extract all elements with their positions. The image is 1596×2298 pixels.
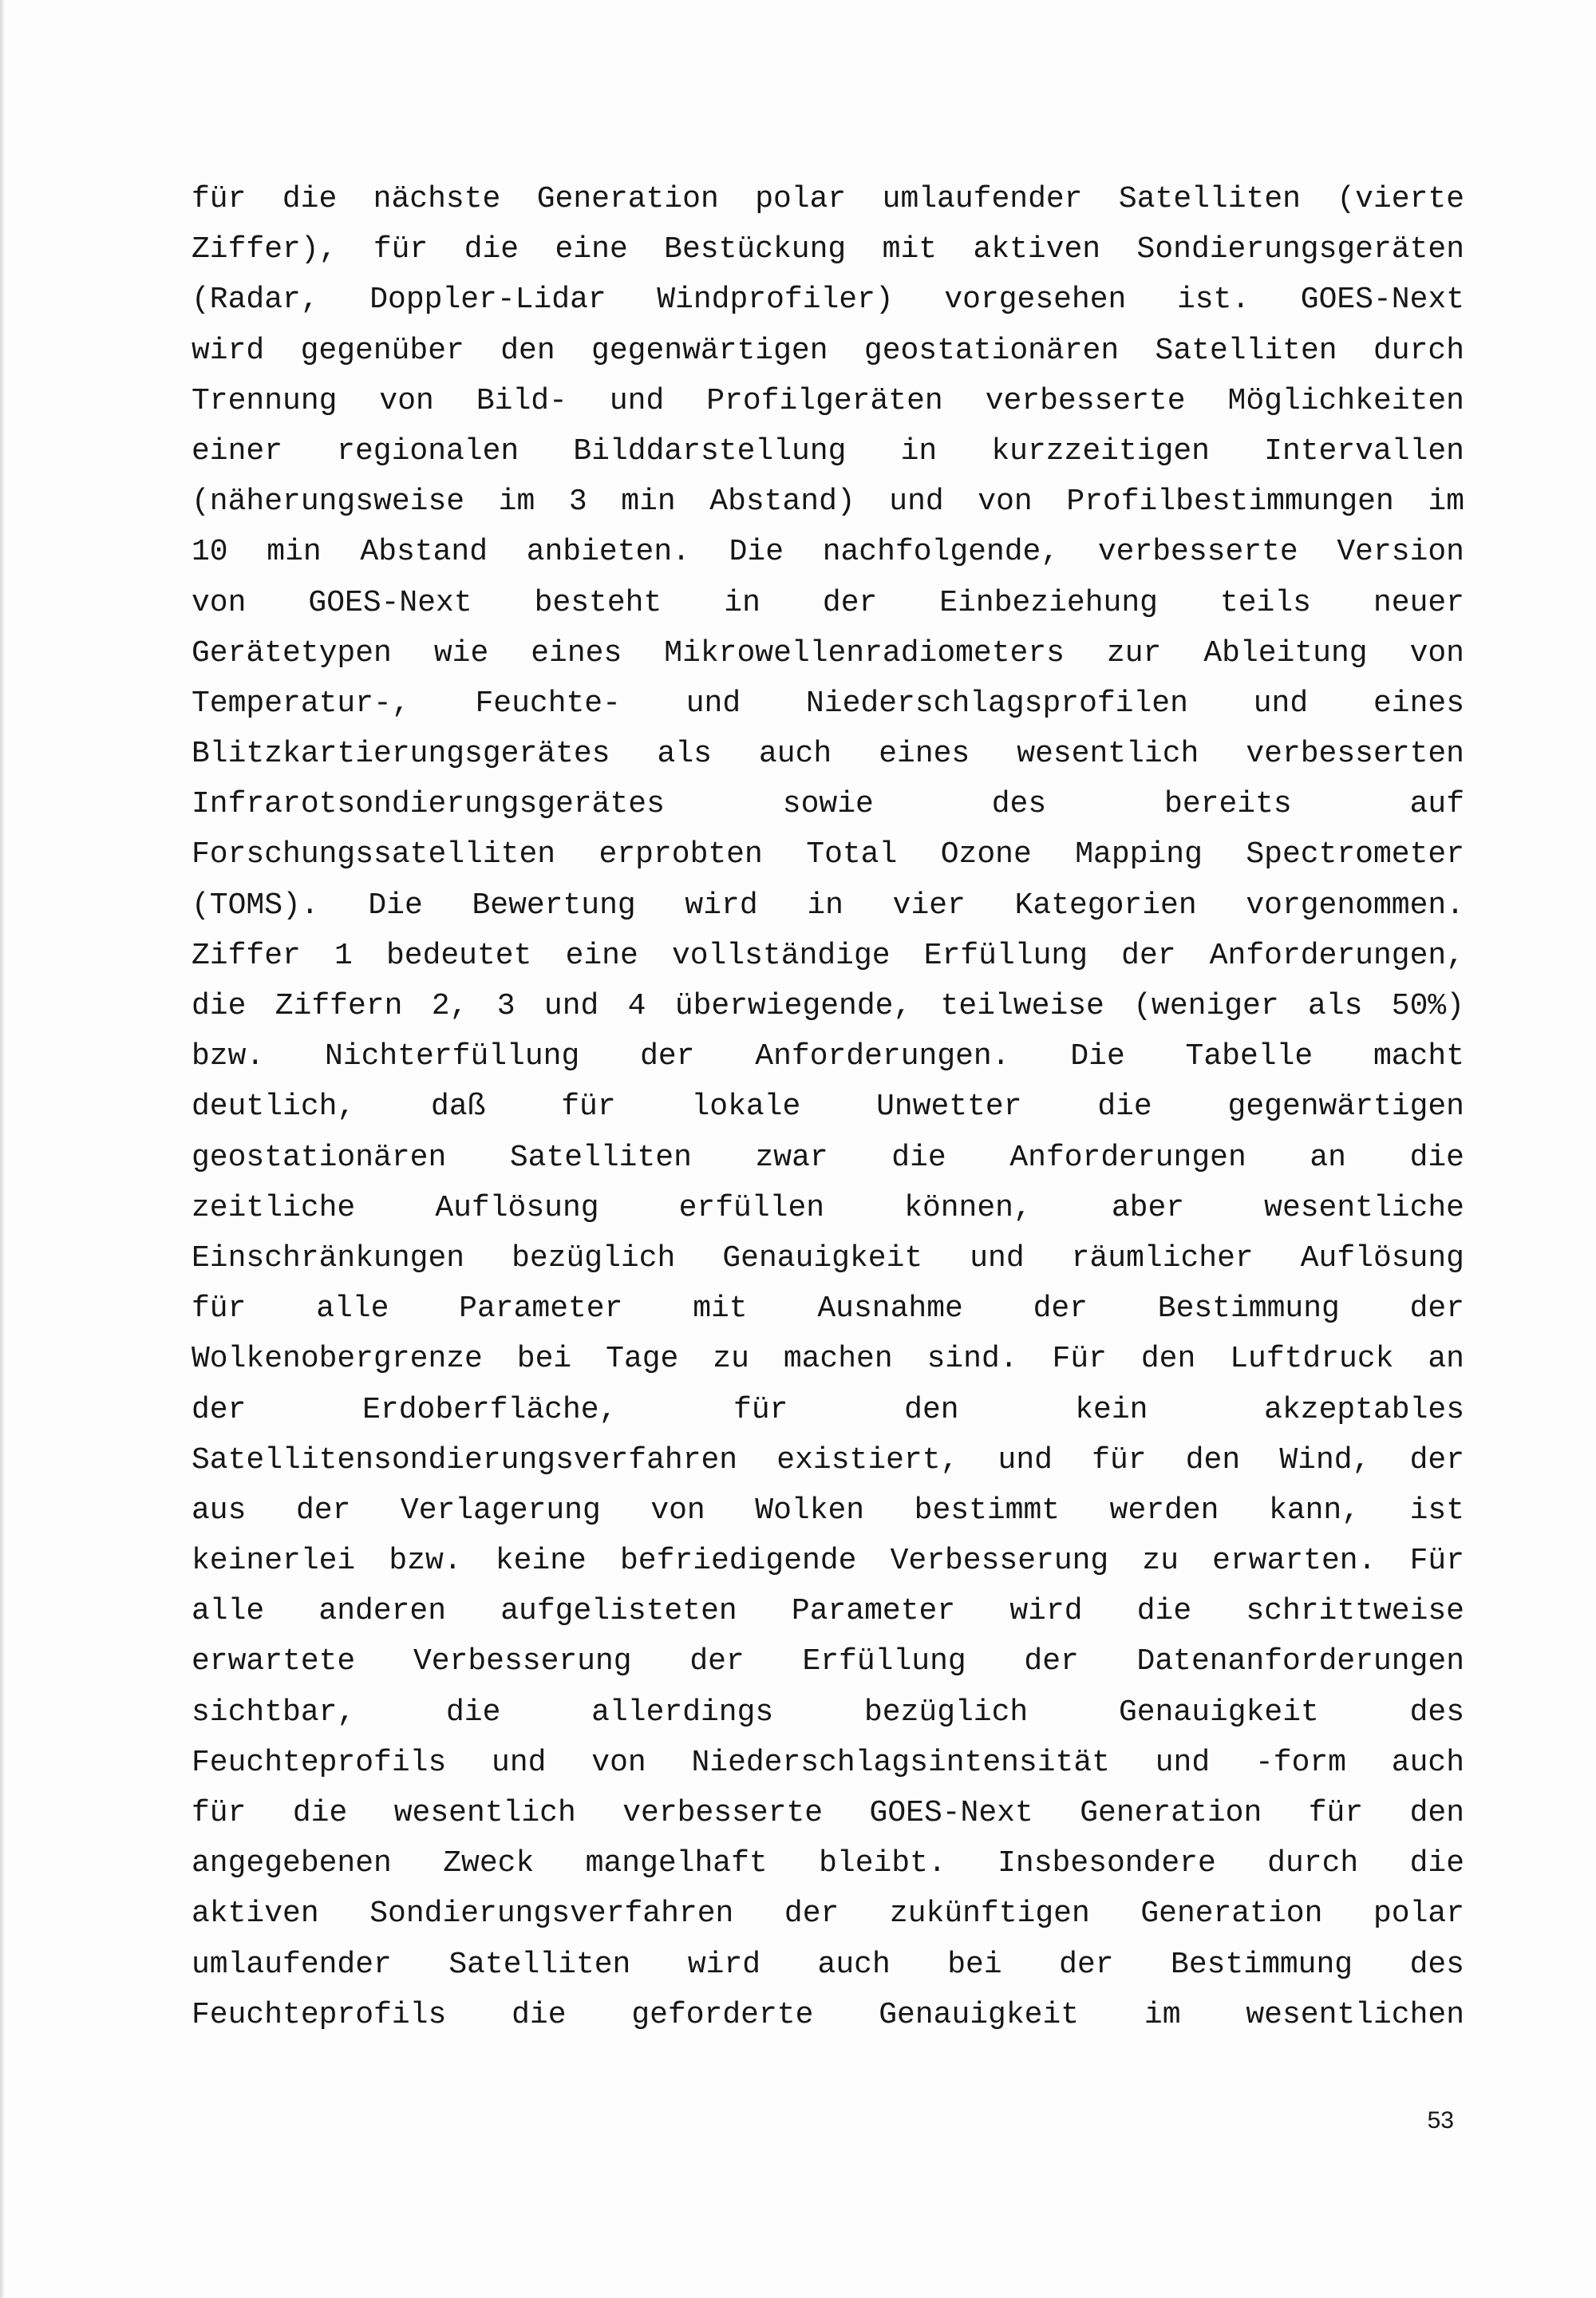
text-line: keinerlei bzw. keine befriedigende Verbesserung zu erwarten. Für — [192, 1544, 1464, 1579]
text-line: aktiven Sondierungsverfahren der zukünftigen Generation polar — [192, 1897, 1464, 1932]
text-line: 10 min Abstand anbieten. Die nachfolgende, verbesserte Version — [192, 535, 1464, 570]
text-line: Einschränkungen bezüglich Genauigkeit und räumlicher Auflösung — [192, 1240, 1464, 1276]
text-line: von GOES-Next besteht in der Einbeziehung teils neuer — [192, 585, 1464, 620]
text-line: (TOMS). Die Bewertung wird in vier Kategorien vorgenommen. — [192, 888, 1464, 923]
text-line: angegebenen Zweck mangelhaft bleibt. Insbesondere durch die — [192, 1846, 1464, 1881]
text-line: Gerätetypen wie eines Mikrowellenradiometers zur Ableitung von — [192, 635, 1464, 670]
text-line: für alle Parameter mit Ausnahme der Bestimmung der — [192, 1291, 1464, 1327]
text-line: Ziffer), für die eine Bestückung mit aktiven Sondierungsgeräten — [192, 232, 1464, 267]
text-line: deutlich, daß für lokale Unwetter die gegenwärtigen — [192, 1090, 1464, 1125]
text-line: (Radar, Doppler-Lidar Windprofiler) vorgesehen ist. GOES-Next — [192, 283, 1464, 318]
text-line: Feuchteprofils die geforderte Genauigkeit im wesentlichen — [192, 1997, 1464, 2032]
text-line: wird gegenüber den gegenwärtigen geostationären Satelliten durch — [192, 333, 1464, 368]
text-line: Blitzkartierungsgerätes als auch eines wesentlich verbesserten — [192, 737, 1464, 772]
text-line: Wolkenobergrenze bei Tage zu machen sind. Für den Luftdruck an — [192, 1342, 1464, 1377]
text-line: für die nächste Generation polar umlaufender Satelliten (vierte — [192, 182, 1464, 216]
text-line: aus der Verlagerung von Wolken bestimmt werden kann, ist — [192, 1493, 1464, 1528]
text-line: bzw. Nichterfüllung der Anforderungen. Die Tabelle macht — [192, 1039, 1464, 1074]
text-line: (näherungsweise im 3 min Abstand) und von Profilbestimmungen im — [192, 485, 1464, 520]
text-line: zeitliche Auflösung erfüllen können, aber wesentliche — [192, 1190, 1464, 1225]
text-line: geostationären Satelliten zwar die Anforderungen an die — [192, 1140, 1464, 1175]
text-line: umlaufender Satelliten wird auch bei der Bestimmung des — [192, 1947, 1464, 1982]
text-line: alle anderen aufgelisteten Parameter wird die schrittweise — [192, 1594, 1464, 1629]
text-line: Satellitensondierungsverfahren existiert, und für den Wind, der — [192, 1442, 1464, 1477]
text-line: Feuchteprofils und von Niederschlagsintensität und -form auch — [192, 1745, 1464, 1780]
text-line: Temperatur-, Feuchte- und Niederschlagsprofilen und eines — [192, 686, 1464, 721]
body-text — [192, 174, 1464, 2040]
text-line: für die wesentlich verbesserte GOES-Next Generation für den — [192, 1796, 1464, 1830]
scan-edge-shadow — [0, 0, 5, 2298]
text-line: Forschungssatelliten erprobten Total Ozone Mapping Spectrometer — [192, 837, 1464, 872]
page-number: 53 — [1427, 2107, 1454, 2134]
text-line: Trennung von Bild- und Profilgeräten verbesserte Möglichkeiten — [192, 383, 1464, 418]
text-line: die Ziffern 2, 3 und 4 überwiegende, teilweise (weniger als 50%) — [192, 989, 1464, 1023]
text-line: sichtbar, die allerdings bezüglich Genauigkeit des — [192, 1695, 1464, 1730]
text-line: erwartete Verbesserung der Erfüllung der Datenanforderungen — [192, 1644, 1464, 1679]
text-line: Infrarotsondierungsgerätes sowie des bereits auf — [192, 787, 1464, 822]
text-line: einer regionalen Bilddarstellung in kurzzeitigen Intervallen — [192, 433, 1464, 469]
text-line: Ziffer 1 bedeutet eine vollständige Erfüllung der Anforderungen, — [192, 938, 1464, 973]
text-line: der Erdoberfläche, für den kein akzeptables — [192, 1392, 1464, 1427]
